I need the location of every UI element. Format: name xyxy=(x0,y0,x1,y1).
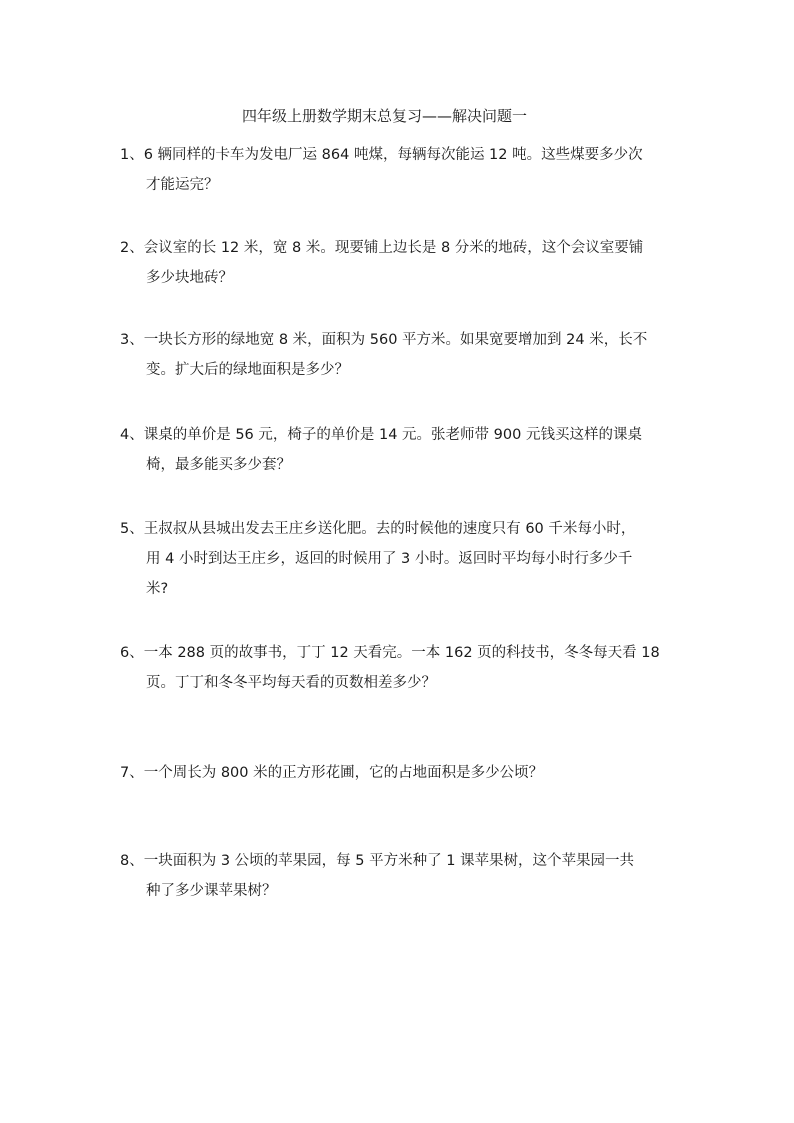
question-4 xyxy=(120,420,680,480)
question-line: 6、一本 288 页的故事书，丁丁 12 天看完。一本 162 页的科技书，冬冬每天看 18 xyxy=(120,645,660,661)
question-line: 4、课桌的单价是 56 元，椅子的单价是 14 元。张老师带 900 元钱买这样的课桌 xyxy=(120,427,642,443)
question-2 xyxy=(120,233,680,293)
question-line: 7、一个周长为 800 米的正方形花圃，它的占地面积是多少公顷？ xyxy=(120,765,544,781)
question-line: 页。丁丁和冬冬平均每天看的页数相差多少？ xyxy=(146,675,436,691)
question-line: 2、会议室的长 12 米，宽 8 米。现要铺上边长是 8 分米的地砖，这个会议室要铺 xyxy=(120,240,644,256)
question-line: 米? xyxy=(146,581,169,597)
question-line: 椅，最多能买多少套？ xyxy=(146,457,291,473)
question-line: 5、王叔叔从县城出发去王庄乡送化肥。去的时候他的速度只有 60 千米每小时， xyxy=(120,521,636,537)
question-7 xyxy=(120,758,680,788)
question-line: 才能运完？ xyxy=(146,177,219,193)
question-3 xyxy=(120,325,680,385)
question-line: 变。扩大后的绿地面积是多少？ xyxy=(146,362,349,378)
question-1 xyxy=(120,140,680,200)
question-line: 多少块地砖？ xyxy=(146,270,233,286)
page-title: 四年级上册数学期末总复习——解决问题一 xyxy=(242,107,528,125)
question-line: 8、一块面积为 3 公顷的苹果园，每 5 平方米种了 1 课苹果树，这个苹果园一共 xyxy=(120,853,635,869)
question-8 xyxy=(120,846,680,906)
question-line: 1、6 辆同样的卡车为发电厂运 864 吨煤，每辆每次能运 12 吨。这些煤要多少次 xyxy=(120,147,643,163)
question-6 xyxy=(120,638,680,698)
question-5 xyxy=(120,514,680,604)
question-line: 种了多少课苹果树？ xyxy=(146,883,277,899)
question-line: 用 4 小时到达王庄乡，返回的时候用了 3 小时。返回时平均每小时行多少千 xyxy=(146,551,633,567)
question-line: 3、一块长方形的绿地宽 8 米，面积为 560 平方米。如果宽要增加到 24 米，长不 xyxy=(120,332,648,348)
